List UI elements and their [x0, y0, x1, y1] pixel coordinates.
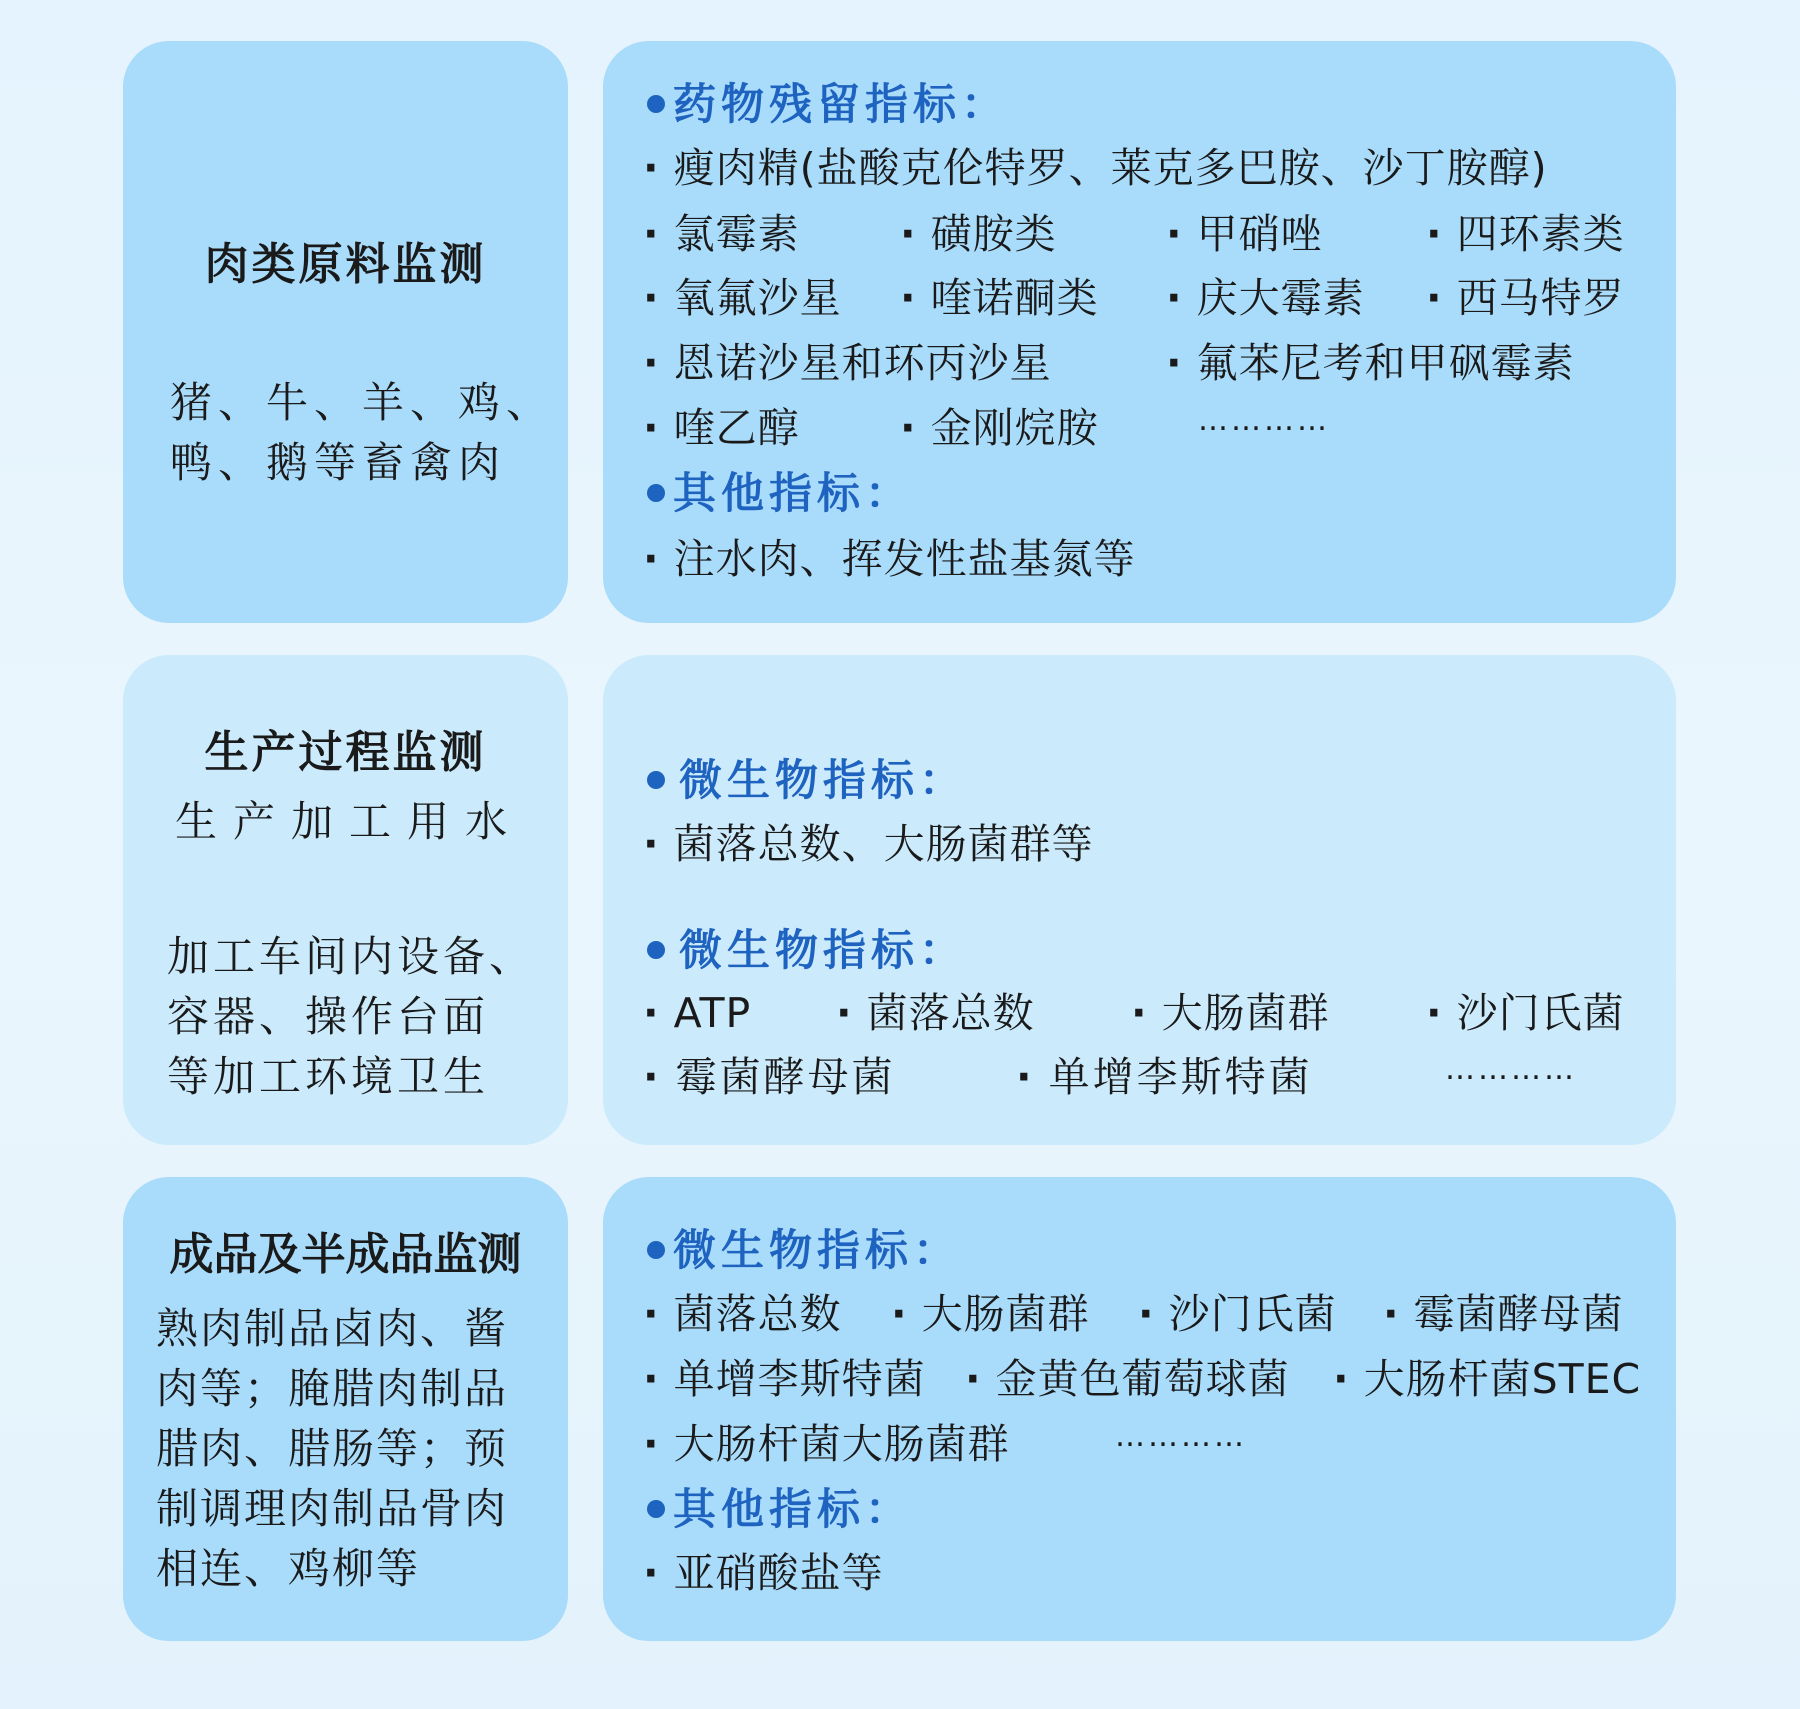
list-item: · 喹诺酮类	[900, 274, 1099, 322]
ellipsis: …………	[1198, 403, 1330, 438]
indicator-heading: 微生物指标：	[647, 921, 967, 981]
list-item: · 恩诺沙星和环丙沙星	[643, 339, 1052, 387]
description-line: 等加工环境卫生	[167, 1052, 490, 1101]
section-meat-raw-right-card	[603, 41, 1676, 623]
list-item: · 金刚烷胺	[900, 404, 1099, 452]
list-item: · 大肠杆菌大肠菌群	[643, 1420, 1010, 1468]
bullet-dot-icon	[647, 1241, 665, 1259]
list-item: · 氧氟沙星	[643, 274, 842, 322]
section-process-left-card	[123, 655, 568, 1145]
section-description	[170, 373, 554, 493]
description-line: 猪、牛、羊、鸡、	[170, 378, 555, 427]
list-item: · 单增李斯特菌	[643, 1355, 926, 1403]
indicator-heading: 微生物指标：	[647, 751, 967, 811]
bullet-dot-icon	[647, 1500, 665, 1518]
list-item: · ATP	[643, 989, 752, 1037]
section-description	[156, 1299, 508, 1599]
list-item: · 霉菌酵母菌	[1383, 1290, 1624, 1338]
list-item: · 菌落总数	[836, 989, 1035, 1037]
bullet-dot-icon	[647, 95, 665, 113]
description-line: 腊肉、腊肠等；预	[156, 1424, 509, 1473]
list-item: · 甲硝唑	[1166, 210, 1323, 258]
indicator-heading: 药物残留指标：	[647, 75, 1009, 135]
list-item: · 氯霉素	[643, 210, 800, 258]
list-item: · 氟苯尼考和甲砜霉素	[1166, 339, 1575, 387]
indicator-heading: 其他指标：	[647, 1480, 913, 1540]
description-line: 鸭、鹅等畜禽肉	[170, 438, 507, 487]
description-line: 相连、鸡柳等	[156, 1544, 421, 1593]
section-meat-raw-left-card	[123, 41, 568, 623]
section-title: 生产过程监测	[204, 727, 487, 778]
ellipsis: …………	[1445, 1052, 1577, 1087]
list-item: · 沙门氏菌	[1426, 989, 1625, 1037]
description-line: 生产加工用水	[175, 797, 524, 846]
list-item: · 沙门氏菌	[1138, 1290, 1337, 1338]
list-item: · 菌落总数	[643, 1290, 842, 1338]
description-line: 容器、操作台面	[167, 992, 490, 1041]
list-item: · 瘦肉精(盐酸克伦特罗、莱克多巴胺、沙丁胺醇)	[643, 144, 1548, 192]
list-item: · 四环素类	[1426, 210, 1625, 258]
section-title: 成品及半成品监测	[169, 1229, 522, 1280]
list-item: · 磺胺类	[900, 210, 1057, 258]
bullet-dot-icon	[647, 941, 665, 959]
list-item: · 西马特罗	[1426, 274, 1625, 322]
section-finished-left-card	[123, 1177, 568, 1641]
list-item: · 单增李斯特菌	[1016, 1053, 1313, 1101]
indicator-heading: 其他指标：	[647, 464, 913, 524]
section-title: 肉类原料监测	[204, 239, 487, 290]
description-line: 制调理肉制品骨肉	[156, 1484, 509, 1533]
list-item: · 注水肉、挥发性盐基氮等	[643, 535, 1136, 583]
list-item: · 喹乙醇	[643, 404, 800, 452]
list-item: · 大肠菌群	[1131, 989, 1330, 1037]
section-process-right-card	[603, 655, 1676, 1145]
list-item: · 庆大霉素	[1166, 274, 1365, 322]
description-line: 熟肉制品卤肉、酱	[156, 1304, 509, 1353]
list-item: · 大肠菌群	[891, 1290, 1090, 1338]
indicator-heading: 微生物指标：	[647, 1221, 961, 1281]
list-item: · 菌落总数、大肠菌群等	[643, 820, 1094, 868]
bullet-dot-icon	[647, 771, 665, 789]
section-finished-right-card	[603, 1177, 1676, 1641]
list-item: · 金黄色葡萄球菌	[965, 1355, 1290, 1403]
list-item: · 亚硝酸盐等	[643, 1549, 884, 1597]
bullet-dot-icon	[647, 484, 665, 502]
description-line: 加工车间内设备、	[167, 932, 536, 981]
list-item: · 霉菌酵母菌	[643, 1053, 896, 1101]
ellipsis: …………	[1115, 1419, 1247, 1454]
section-description	[167, 927, 535, 1107]
list-item: · 大肠杆菌STEC	[1333, 1355, 1642, 1403]
description-line: 肉等；腌腊肉制品	[156, 1364, 509, 1413]
